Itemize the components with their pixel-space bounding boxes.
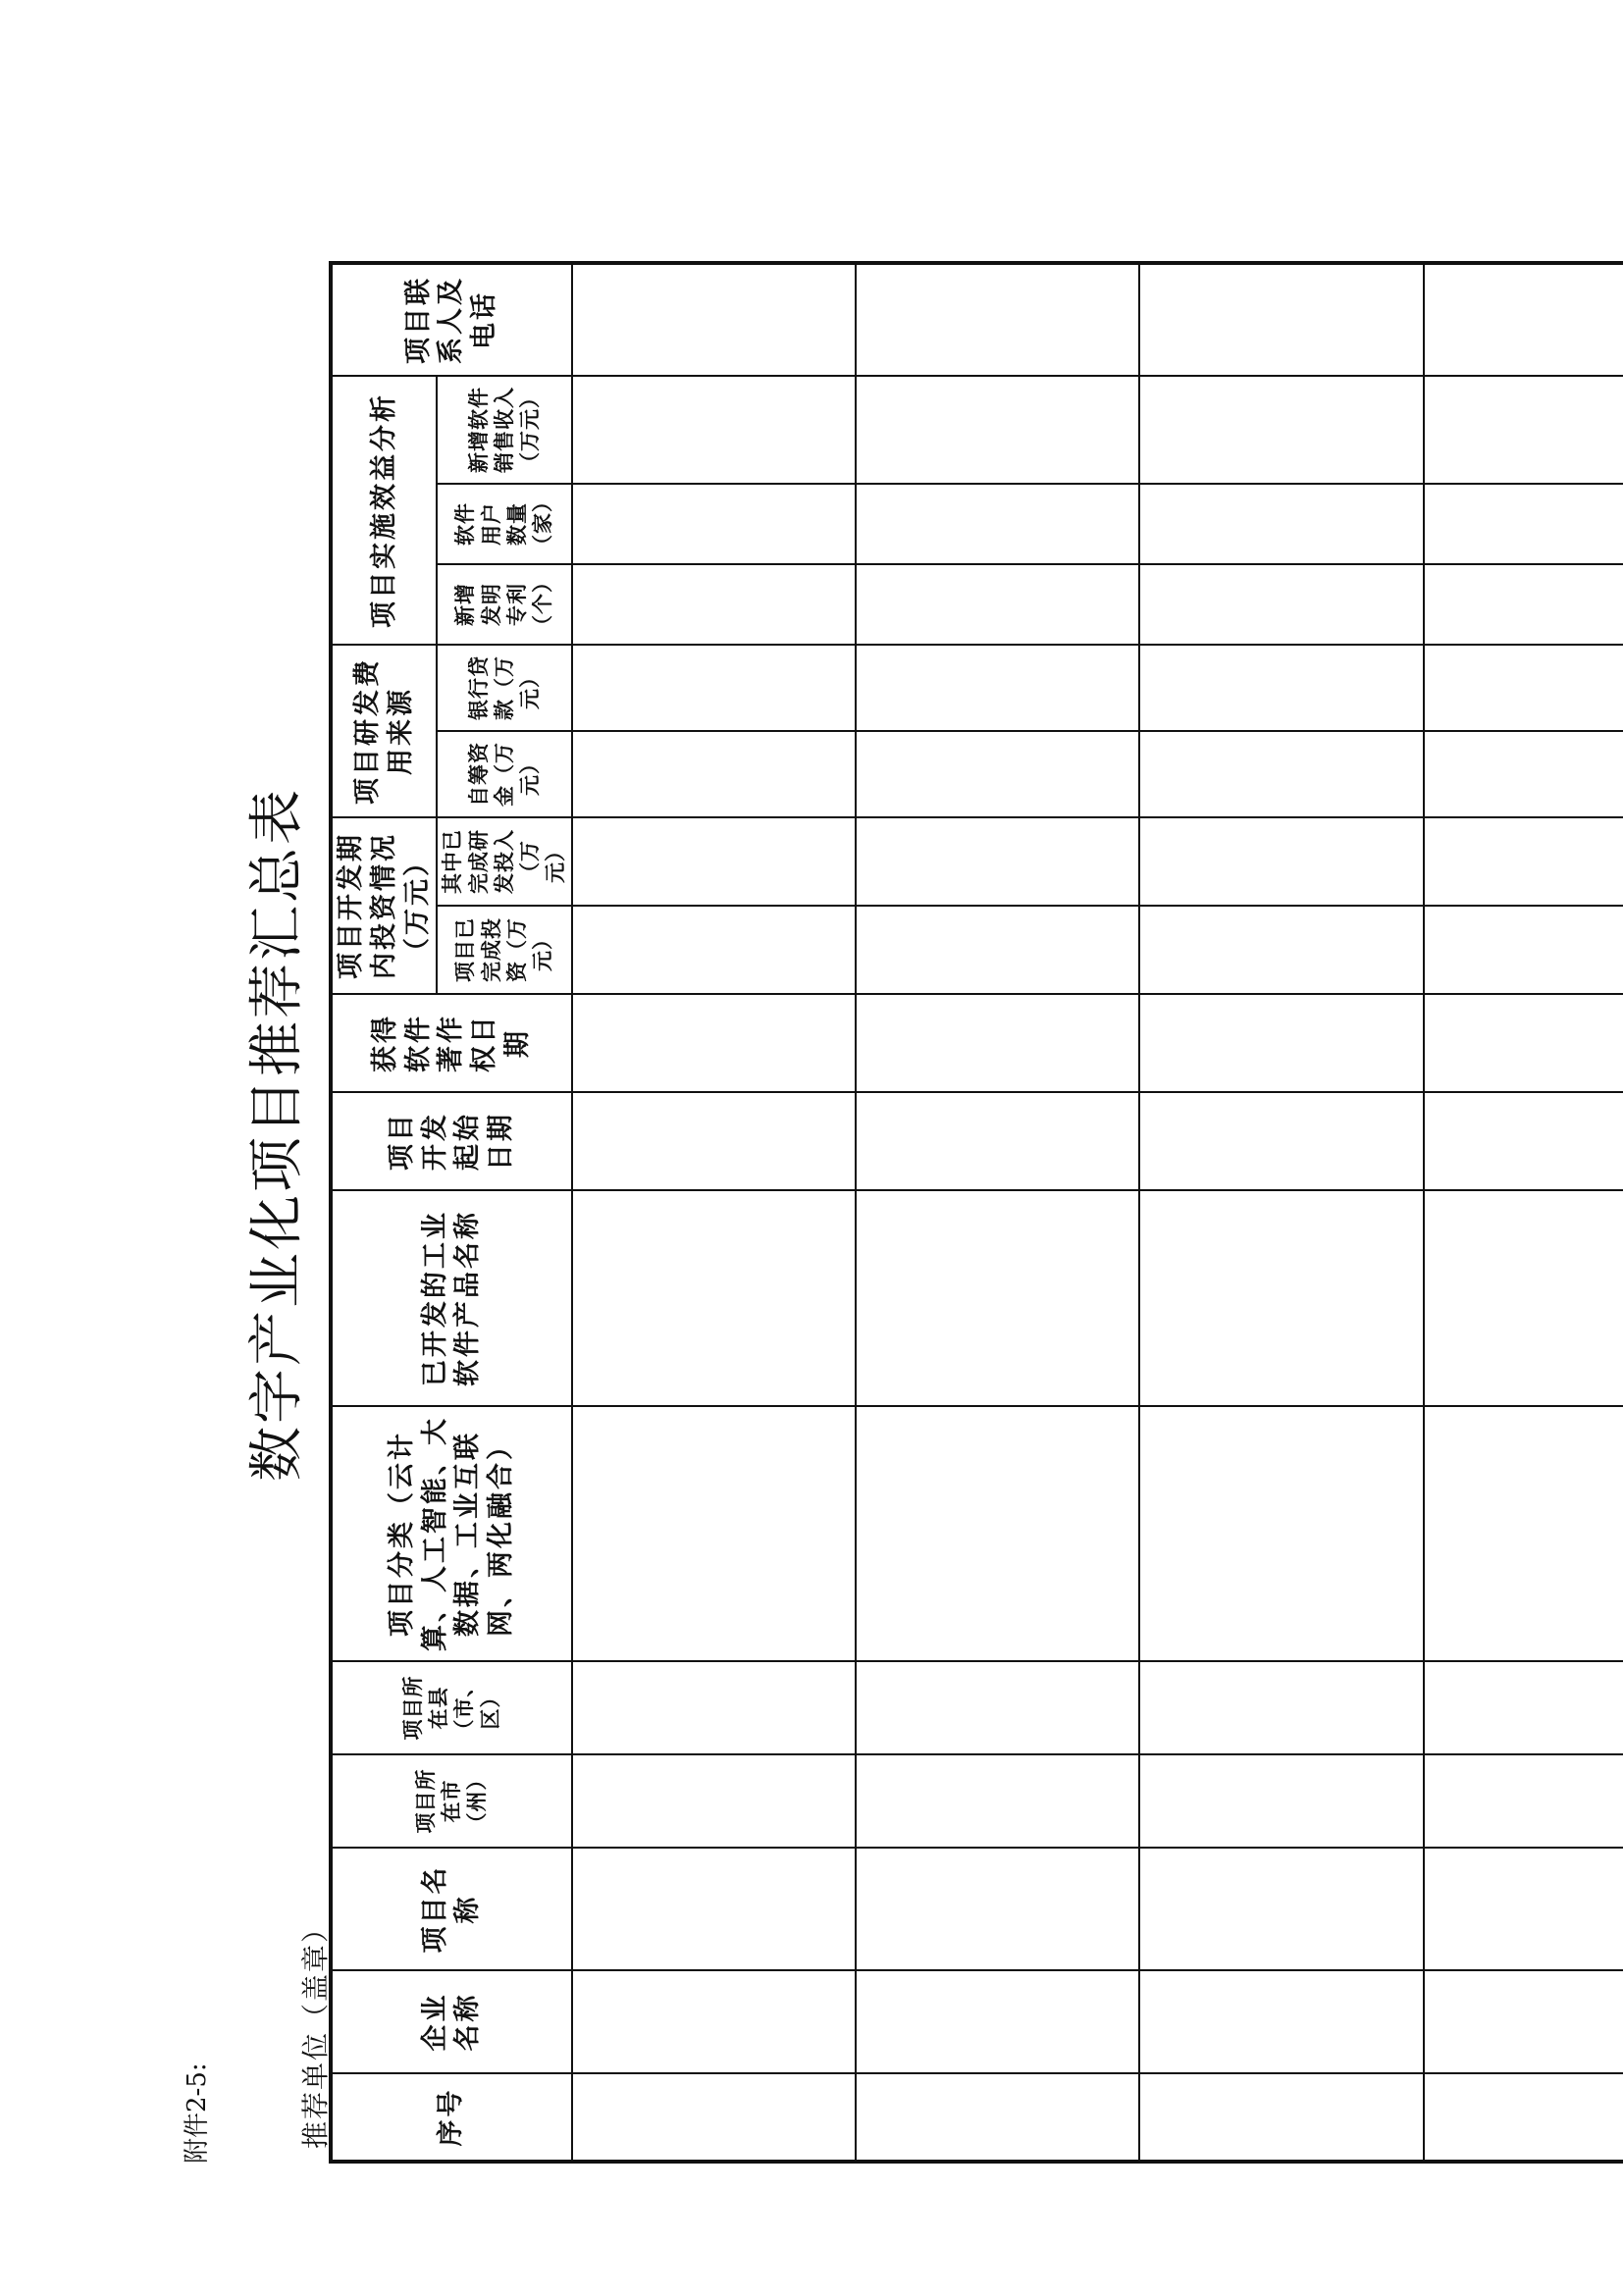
- table-cell[interactable]: [572, 1092, 856, 1190]
- header-start-date: 项目开发起始日期: [331, 1092, 572, 1190]
- table-cell[interactable]: [1139, 1848, 1423, 1970]
- table-cell[interactable]: [1424, 1190, 1623, 1406]
- table-cell[interactable]: [1139, 731, 1423, 817]
- table-cell[interactable]: [572, 906, 856, 994]
- table-cell[interactable]: [856, 1190, 1139, 1406]
- table-cell[interactable]: [572, 817, 856, 906]
- table-cell[interactable]: [856, 1661, 1139, 1754]
- header-funding-bank: 银行贷款（万元）: [437, 645, 571, 731]
- header-funding-group: 项目研发费用来源: [331, 645, 437, 817]
- table-cell[interactable]: [856, 731, 1139, 817]
- table-cell[interactable]: [572, 645, 856, 731]
- table-cell[interactable]: [572, 1754, 856, 1848]
- table-cell[interactable]: [1424, 1848, 1623, 1970]
- table-cell[interactable]: [1424, 1754, 1623, 1848]
- header-benefit-group: 项目实施效益分析: [331, 376, 437, 645]
- table-cell[interactable]: [1424, 263, 1623, 376]
- table-cell[interactable]: [1424, 645, 1623, 731]
- header-benefit-revenue: 新增软件销售收入（万元）: [437, 376, 571, 484]
- summary-table: [329, 261, 1623, 2164]
- table-cell[interactable]: [1424, 564, 1623, 645]
- table-cell[interactable]: [572, 263, 856, 376]
- table-cell[interactable]: [572, 564, 856, 645]
- table-cell[interactable]: [856, 645, 1139, 731]
- table-cell[interactable]: [572, 1848, 856, 1970]
- header-product: 已开发的工业软件产品名称: [331, 1190, 572, 1406]
- table-cell[interactable]: [1424, 731, 1623, 817]
- table-cell[interactable]: [856, 564, 1139, 645]
- table-row: [1424, 263, 1623, 2162]
- header-benefit-users: 软件用户数量（家）: [437, 484, 571, 564]
- attachment-label: 附件2-5:: [183, 2062, 212, 2164]
- table-cell[interactable]: [1139, 1754, 1423, 1848]
- header-seq: 序号: [331, 2073, 572, 2162]
- table-cell[interactable]: [1424, 376, 1623, 484]
- recommender-unit-label: 推荐单位（盖章）: [299, 1912, 332, 2149]
- header-contact: 项目联系人及电话: [331, 263, 572, 376]
- table-cell[interactable]: [1139, 994, 1423, 1092]
- table-cell[interactable]: [1139, 1970, 1423, 2073]
- header-copyright-date: 获得软件著作权日期: [331, 994, 572, 1092]
- header-county: 项目所在县（市、区）: [331, 1661, 572, 1754]
- table-row: [856, 263, 1139, 2162]
- table-row: [572, 263, 856, 2162]
- table-cell[interactable]: [1424, 906, 1623, 994]
- table-cell[interactable]: [856, 1406, 1139, 1661]
- table-cell[interactable]: [572, 376, 856, 484]
- table-cell[interactable]: [572, 484, 856, 564]
- table-cell[interactable]: [1139, 1092, 1423, 1190]
- header-investment-rnd: 其中已完成研发投入（万元）: [437, 817, 571, 906]
- table-cell[interactable]: [572, 731, 856, 817]
- table-cell[interactable]: [572, 1970, 856, 2073]
- table-cell[interactable]: [856, 376, 1139, 484]
- header-investment-completed: 项目已完成投资（万元）: [437, 906, 571, 994]
- table-cell[interactable]: [1139, 263, 1423, 376]
- table-cell[interactable]: [856, 817, 1139, 906]
- table-cell[interactable]: [572, 2073, 856, 2162]
- table-cell[interactable]: [1424, 2073, 1623, 2162]
- table-cell[interactable]: [1139, 2073, 1423, 2162]
- table-cell[interactable]: [1139, 1661, 1423, 1754]
- table-cell[interactable]: [572, 1190, 856, 1406]
- table-cell[interactable]: [1139, 906, 1423, 994]
- table-cell[interactable]: [1424, 484, 1623, 564]
- page-title: 数字产业化项目推荐汇总表: [245, 787, 309, 1482]
- header-project-name: 项目名称: [331, 1848, 572, 1970]
- table-cell[interactable]: [572, 1406, 856, 1661]
- table-cell[interactable]: [856, 906, 1139, 994]
- table-cell[interactable]: [856, 1092, 1139, 1190]
- header-company: 企业名称: [331, 1970, 572, 2073]
- table-cell[interactable]: [856, 1970, 1139, 2073]
- table-cell[interactable]: [856, 263, 1139, 376]
- table-cell[interactable]: [856, 484, 1139, 564]
- table-cell[interactable]: [1139, 376, 1423, 484]
- table-cell[interactable]: [856, 1848, 1139, 1970]
- table-cell[interactable]: [1139, 564, 1423, 645]
- table-cell[interactable]: [1139, 817, 1423, 906]
- table-cell[interactable]: [1424, 1092, 1623, 1190]
- table-cell[interactable]: [1424, 1406, 1623, 1661]
- header-investment-group: 项目开发期内投资情况（万元）: [331, 817, 437, 994]
- table-cell[interactable]: [856, 2073, 1139, 2162]
- table-cell[interactable]: [1139, 1406, 1423, 1661]
- table-cell[interactable]: [1424, 1970, 1623, 2073]
- table-body: [572, 263, 1623, 2162]
- header-city: 项目所在市（州）: [331, 1754, 572, 1848]
- table-row: [1139, 263, 1423, 2162]
- header-funding-self: 自筹资金（万元）: [437, 731, 571, 817]
- table-cell[interactable]: [1139, 484, 1423, 564]
- table-cell[interactable]: [1424, 994, 1623, 1092]
- table-cell[interactable]: [1424, 1661, 1623, 1754]
- table-cell[interactable]: [572, 994, 856, 1092]
- header-category: 项目分类（云计算、人工智能、大数据、工业互联网、两化融合）: [331, 1406, 572, 1661]
- header-benefit-patents: 新增发明专利（个）: [437, 564, 571, 645]
- table-cell[interactable]: [856, 994, 1139, 1092]
- table-cell[interactable]: [1424, 817, 1623, 906]
- table-cell[interactable]: [572, 1661, 856, 1754]
- table-cell[interactable]: [1139, 1190, 1423, 1406]
- table-cell[interactable]: [1139, 645, 1423, 731]
- table-cell[interactable]: [856, 1754, 1139, 1848]
